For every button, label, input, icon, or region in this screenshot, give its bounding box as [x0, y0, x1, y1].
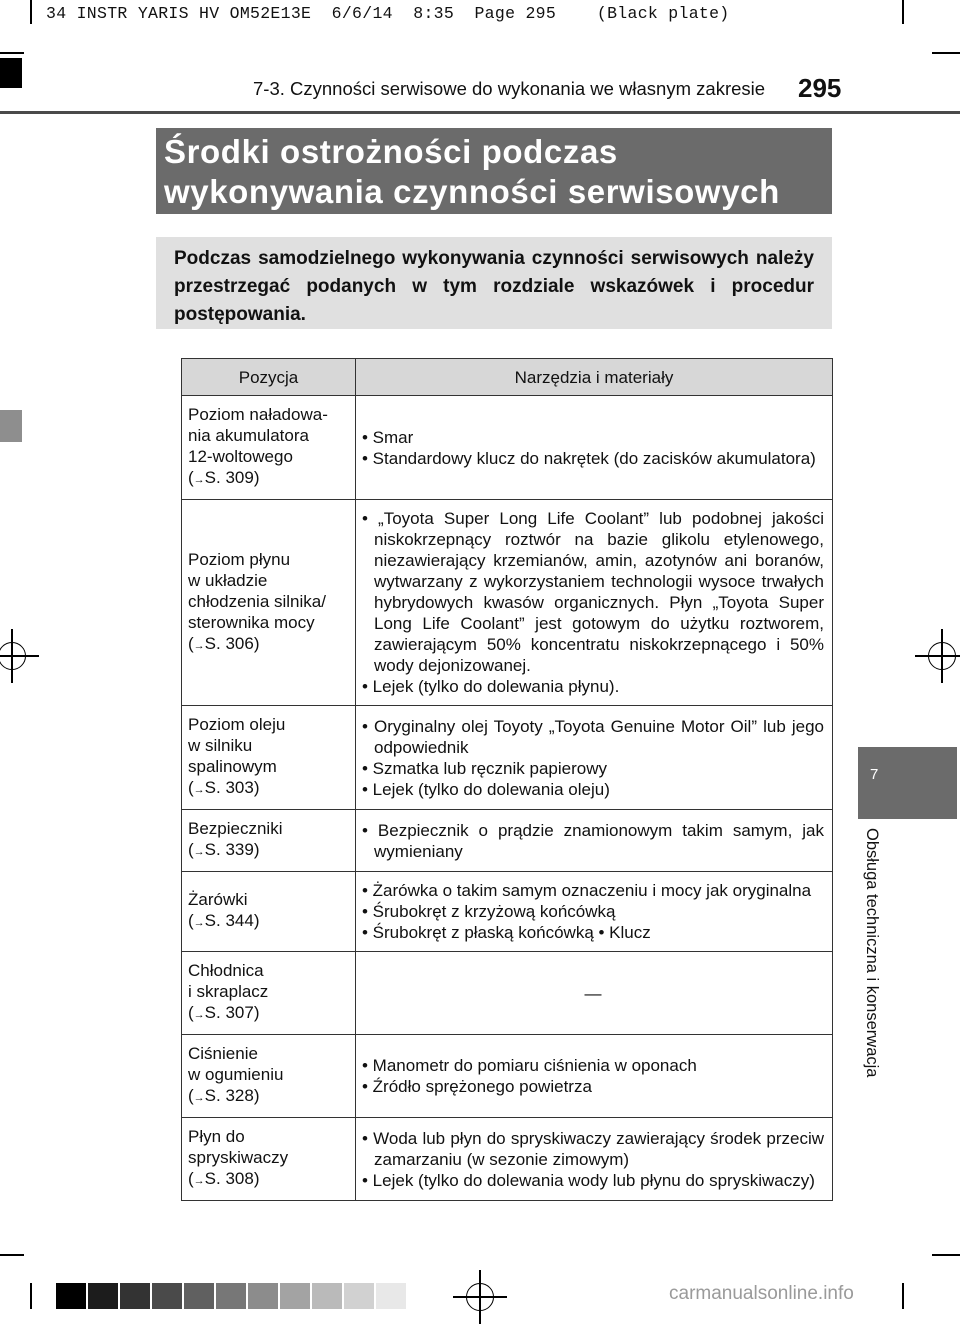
intro-text: Podczas samodzielnego wykonywania czynności serwisowych należy przestrzegać podanych w tym rozdziale wskazówek i procedur postępowania.: [156, 237, 832, 329]
table-row: [182, 952, 833, 1035]
item-cell: [182, 396, 356, 500]
table-row: [182, 396, 833, 500]
tool-item: • Szmatka lub ręcznik papierowy: [362, 758, 607, 778]
color-swatch: [88, 1283, 118, 1309]
tool-item: • Lejek (tylko do dolewania wody lub płynu do spryskiwaczy): [362, 1170, 815, 1190]
maintenance-table: [181, 358, 833, 1201]
color-swatch: [248, 1283, 278, 1309]
header-rule: [0, 111, 960, 114]
registration-mark: [466, 1283, 494, 1311]
chapter-number: 7: [870, 766, 879, 783]
page-reference: (→S. 344): [188, 911, 260, 930]
tool-item: • Woda lub płyn do spryskiwaczy zawierający środek przeciw zamarzaniu (w sezonie zimowym): [362, 1128, 824, 1169]
item-line: Poziom naładowa-: [188, 405, 328, 424]
table-row: [182, 872, 833, 952]
crop-mark: [902, 1283, 904, 1309]
arrow-icon: →: [193, 474, 205, 486]
tools-cell: [356, 1035, 833, 1118]
item-line: i skraplacz: [188, 982, 269, 1001]
page-reference: (→S. 308): [188, 1169, 260, 1188]
tool-item: • Lejek (tylko do dolewania płynu).: [362, 677, 620, 696]
table-row: [182, 1035, 833, 1118]
tools-cell: [356, 952, 833, 1035]
page-reference: (→S. 307): [188, 1003, 260, 1022]
item-line: Chłodnica: [188, 961, 264, 980]
page-reference: (→S. 339): [188, 840, 260, 859]
page-title-line: wykonywania czynności serwisowych: [164, 173, 780, 210]
page-reference-text: S. 309: [204, 468, 254, 487]
page-reference-text: S. 339: [204, 840, 254, 859]
page-title-line: Środki ostrożności podczas: [164, 133, 618, 170]
page-reference: (→S. 328): [188, 1086, 260, 1105]
page-reference-text: S. 308: [204, 1169, 254, 1188]
page-reference-text: S. 344: [204, 911, 254, 930]
item-line: chłodzenia silnika/: [188, 591, 326, 611]
item-line: Płyn do: [188, 1127, 245, 1146]
tools-cell: [356, 396, 833, 500]
empty-dash: —: [584, 983, 602, 1003]
crop-mark: [30, 0, 32, 24]
tool-item: • Żarówka o takim samym oznaczeniu i mocy jak oryginalna: [362, 881, 812, 900]
tool-item: • Bezpiecznik o prądzie znamionowym takim samym, jak wymieniany: [362, 820, 824, 861]
color-swatch: [376, 1283, 406, 1309]
tool-item: • Śrubokręt z płaską końcówką • Klucz: [362, 923, 651, 942]
crop-mark: [932, 1254, 960, 1256]
tools-cell: [356, 872, 833, 952]
item-line: sterownika mocy: [188, 612, 315, 632]
item-line: w układzie: [188, 570, 268, 590]
color-swatch: [280, 1283, 310, 1309]
item-line: Bezpieczniki: [188, 819, 283, 838]
page-reference-text: S. 306: [204, 633, 254, 653]
color-swatch: [216, 1283, 246, 1309]
item-line: Żarówki: [188, 890, 248, 909]
registration-mark: [0, 642, 26, 670]
column-header: Pozycja: [182, 359, 356, 396]
crop-mark: [0, 52, 24, 54]
item-cell: [182, 1035, 356, 1118]
arrow-icon: →: [193, 1175, 205, 1187]
tool-item: • Źródło sprężonego powietrza: [362, 1077, 592, 1096]
color-swatch: [312, 1283, 342, 1309]
item-line: w ogumieniu: [188, 1065, 284, 1084]
page-reference: (→S. 303): [188, 778, 260, 797]
item-cell: [182, 1118, 356, 1201]
color-swatch: [152, 1283, 182, 1309]
tool-item: • Manometr do pomiaru ciśnienia w oponach: [362, 1056, 697, 1075]
tool-item: • Oryginalny olej Toyoty „Toyota Genuine Motor Oil” lub jego odpowiednik: [362, 716, 824, 757]
tool-item: • Śrubokręt z krzyżową końcówką: [362, 902, 616, 921]
item-line: Poziom oleju: [188, 715, 286, 734]
table-header-row: [182, 359, 833, 396]
black-edge-tab: [0, 58, 22, 88]
item-cell: [182, 952, 356, 1035]
page-reference-text: S. 303: [204, 778, 254, 797]
page-reference-text: S. 307: [204, 1003, 254, 1022]
crop-mark: [932, 52, 960, 54]
registration-mark: [928, 642, 956, 670]
page-title: [156, 128, 832, 214]
item-line: 12-woltowego: [188, 447, 293, 466]
table-row: [182, 810, 833, 872]
arrow-icon: →: [193, 639, 205, 652]
watermark: carmanualsonline.info: [669, 1283, 854, 1304]
item-cell: [182, 500, 356, 706]
page-number: 295: [798, 73, 842, 103]
column-header: Narzędzia i materiały: [356, 359, 833, 396]
section-header: 7-3. Czynności serwisowe do wykonania we własnym zakresie: [253, 78, 766, 99]
tool-item: • „Toyota Super Long Life Coolant” lub podobnej jakości niskokrzepnący roztwór na bazie glikolu etylenowego, niezawierający krzemianów, amin, azotynów ani boranów, wytwarzany z wykorzystaniem technologii wysoce trwałych hybrydowych kwasów organicznych. Płyn „Toyota Super Long Life Coolant” jest gotowym do użytku roztworem, zawierającym 50% koncentratu niskokrzepnącego i 50% wody dejonizowanej.: [362, 509, 824, 675]
item-line: nia akumulatora: [188, 426, 309, 445]
tools-cell: [356, 500, 833, 706]
gray-edge-tab: [0, 410, 22, 442]
arrow-icon: →: [193, 917, 205, 929]
arrow-icon: →: [193, 784, 205, 796]
tools-cell: [356, 810, 833, 872]
page-reference-text: S. 328: [204, 1086, 254, 1105]
item-cell: [182, 872, 356, 952]
item-line: spryskiwaczy: [188, 1148, 289, 1167]
tool-item: • Smar: [362, 427, 414, 447]
item-line: Ciśnienie: [188, 1044, 258, 1063]
color-bar: [56, 1283, 408, 1309]
color-swatch: [56, 1283, 86, 1309]
item-line: Poziom płynu: [188, 549, 291, 569]
item-line: w silniku: [188, 736, 253, 755]
tool-item: • Standardowy klucz do nakrętek (do zacisków akumulatora): [362, 448, 816, 468]
table-row: [182, 500, 833, 706]
arrow-icon: →: [193, 846, 205, 858]
chapter-tab: [858, 747, 957, 819]
color-swatch: [184, 1283, 214, 1309]
arrow-icon: →: [193, 1092, 205, 1104]
item-line: spalinowym: [188, 757, 277, 776]
item-cell: [182, 706, 356, 810]
tools-cell: [356, 1118, 833, 1201]
page-reference: (→S. 306): [188, 633, 260, 653]
crop-mark: [902, 0, 904, 24]
item-cell: [182, 810, 356, 872]
chapter-label: Obsługa techniczna i konserwacja: [863, 828, 881, 1078]
arrow-icon: →: [193, 1009, 205, 1021]
table-row: [182, 706, 833, 810]
tools-cell: [356, 706, 833, 810]
color-swatch: [344, 1283, 374, 1309]
page-reference: (→S. 309): [188, 468, 260, 487]
color-swatch: [120, 1283, 150, 1309]
table-row: [182, 1118, 833, 1201]
crop-mark: [0, 1254, 24, 1256]
tool-item: • Lejek (tylko do dolewania oleju): [362, 779, 610, 799]
crop-mark: [30, 1283, 32, 1309]
print-slug: 34 INSTR YARIS HV OM52E13E 6/6/14 8:35 Page 295 (Black plate): [46, 4, 730, 23]
